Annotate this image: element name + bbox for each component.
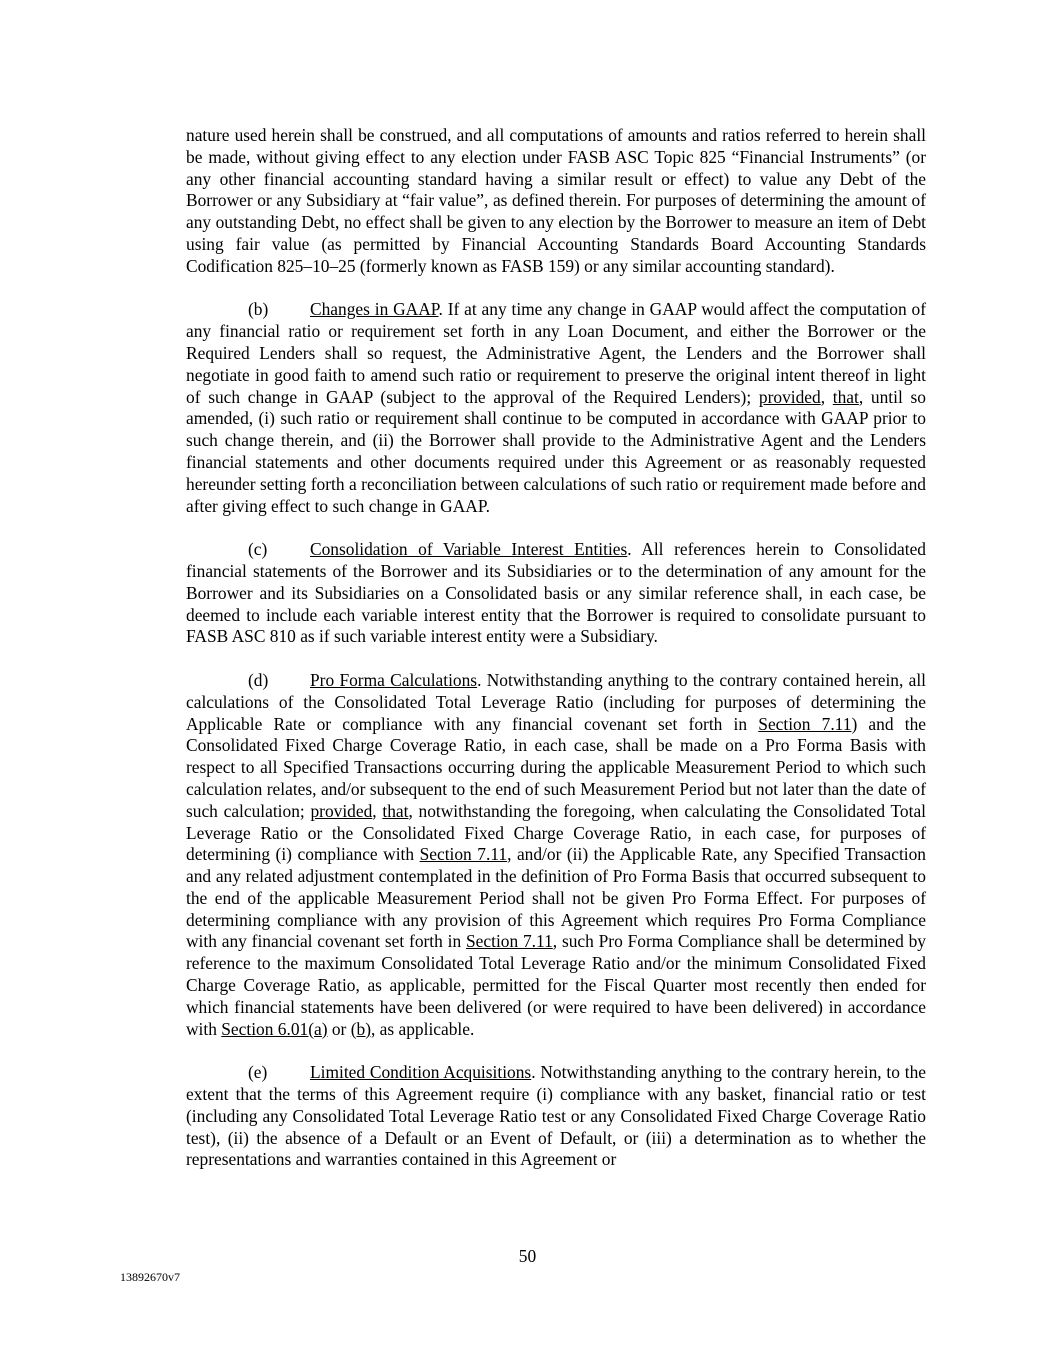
section-c-heading: Consolidation of Variable Interest Entities bbox=[310, 539, 628, 560]
section-c-paragraph bbox=[186, 539, 926, 648]
section-ref: Section 7.11 bbox=[466, 931, 553, 952]
body-text bbox=[186, 125, 926, 1193]
section-d-text: , notwithstanding the foregoing, when calculating the Consolidated Total Leverage Ratio or the Consolidated Fixed Charge Coverage Ratio, in each case, for purposes of determining (i) compliance with bbox=[186, 800, 926, 865]
section-b-heading: Changes in GAAP bbox=[310, 299, 439, 320]
section-e-label: (e) bbox=[248, 1062, 268, 1083]
section-e-text: . Notwithstanding anything to the contrary herein, to the extent that the terms of this Agreement require (i) compliance with any basket, financial ratio or test (including any Consolidated Total Leverage Ratio test or any Consolidated Fixed Charge Coverage Ratio test), (ii) the absence of a Default or an Event of Default, or (iii) a determination as to whether the representations and warranties contained in this Agreement or bbox=[186, 1062, 926, 1170]
section-b-provided: provided bbox=[758, 386, 821, 407]
section-d-text: , bbox=[372, 800, 383, 821]
section-d-heading: Pro Forma Calculations bbox=[310, 669, 478, 690]
section-b-text: . If at any time any change in GAAP would affect the computation of any financial ratio or requirement set forth in any Loan Document, and either the Borrower or the Required Lenders shall so request, the Administrative Agent, the Lenders and the Borrower shall negotiate in good faith to amend such ratio or requirement to preserve the original intent thereof in light of such change in GAAP (subject to the approval of the Required Lenders); bbox=[186, 299, 926, 407]
section-ref: Section 6.01(a) bbox=[221, 1018, 328, 1039]
intro-text: nature used herein shall be construed, and all computations of amounts and ratios referred to herein shall be made, without giving effect to any election under FASB ASC Topic 825 “Financial Instruments” (or any other financial accounting standard having a similar result or effect) to value any Debt of the Borrower or any Subsidiary at “fair value”, as defined therein. For purposes of determining the amount of any outstanding Debt, no effect shall be given to any election by the Borrower to measure an item of Debt using fair value (as permitted by Financial Accounting Standards Board Accounting Standards Codification 825–10–25 (formerly known as FASB 159) or any similar accounting standard). bbox=[186, 125, 926, 276]
section-ref: (b) bbox=[350, 1018, 371, 1039]
section-b-paragraph bbox=[186, 299, 926, 517]
section-c-text: . All references herein to Consolidated financial statements of the Borrower and its Subsidiaries or to the determination of any amount for the Borrower and its Subsidiaries on a Consolidated basis or any similar reference shall, in each case, be deemed to include each variable interest entity that the Borrower is required to consolidate pursuant to FASB ASC 810 as if such variable interest entity were a Subsidiary. bbox=[186, 539, 926, 647]
section-ref: Section 7.11 bbox=[758, 713, 852, 734]
section-d-label: (d) bbox=[248, 669, 269, 690]
section-e-paragraph bbox=[186, 1062, 926, 1171]
section-d-that: that bbox=[382, 800, 409, 821]
section-c-label: (c) bbox=[248, 539, 268, 560]
section-d-text: ) and the Consolidated Fixed Charge Coverage Ratio, in each case, shall be made on a Pro Forma Basis with respect to all Specified Transactions occurring during the applicable Measurement Period to which such calculation relates, and/or subsequent to the end of such Measurement Period but not later than the date of such calculation; bbox=[186, 713, 926, 821]
section-b-that: that bbox=[832, 386, 859, 407]
section-d-provided: provided bbox=[310, 800, 373, 821]
section-d-text: . Notwithstanding anything to the contrary contained herein, all calculations of the Consolidated Total Leverage Ratio (including for purposes of determining the Applicable Rate or compliance with any financial covenant set forth in bbox=[186, 669, 926, 734]
section-ref: Section 7.11 bbox=[419, 844, 508, 865]
page-number: 50 bbox=[518, 1246, 537, 1266]
section-d-text: , such Pro Forma Compliance shall be determined by reference to the maximum Consolidated Total Leverage Ratio and/or the minimum Consolidated Fixed Charge Coverage Ratio, as applicable, permitted for the Fiscal Quarter most recently then ended for which financial statements have been delivered (or were required to have been delivered) in accordance with bbox=[186, 931, 926, 1039]
section-d-paragraph bbox=[186, 670, 926, 1041]
section-d-text: , and/or (ii) the Applicable Rate, any Specified Transaction and any related adjustment contemplated in the definition of Pro Forma Basis that occurred subsequent to the end of the applicable Measurement Period shall not be given Pro Forma Effect. For purposes of determining compliance with any provision of this Agreement which requires Pro Forma Compliance with any financial covenant set forth in bbox=[186, 844, 926, 952]
section-b-text: , bbox=[820, 386, 833, 407]
document-id: 13892670v7 bbox=[120, 1270, 180, 1284]
section-b-label: (b) bbox=[248, 299, 269, 320]
section-d-text: or bbox=[327, 1018, 351, 1039]
intro-paragraph bbox=[186, 125, 926, 278]
section-d-text: , as applicable. bbox=[370, 1018, 475, 1039]
section-b-text: , until so amended, (i) such ratio or requirement shall continue to be computed in accordance with GAAP prior to such change therein, and (ii) the Borrower shall provide to the Administrative Agent and the Lenders financial statements and other documents required under this Agreement or as reasonably requested hereunder setting forth a reconciliation between calculations of such ratio or requirement made before and after giving effect to such change in GAAP. bbox=[186, 386, 926, 516]
section-e-heading: Limited Condition Acquisitions bbox=[310, 1062, 532, 1083]
